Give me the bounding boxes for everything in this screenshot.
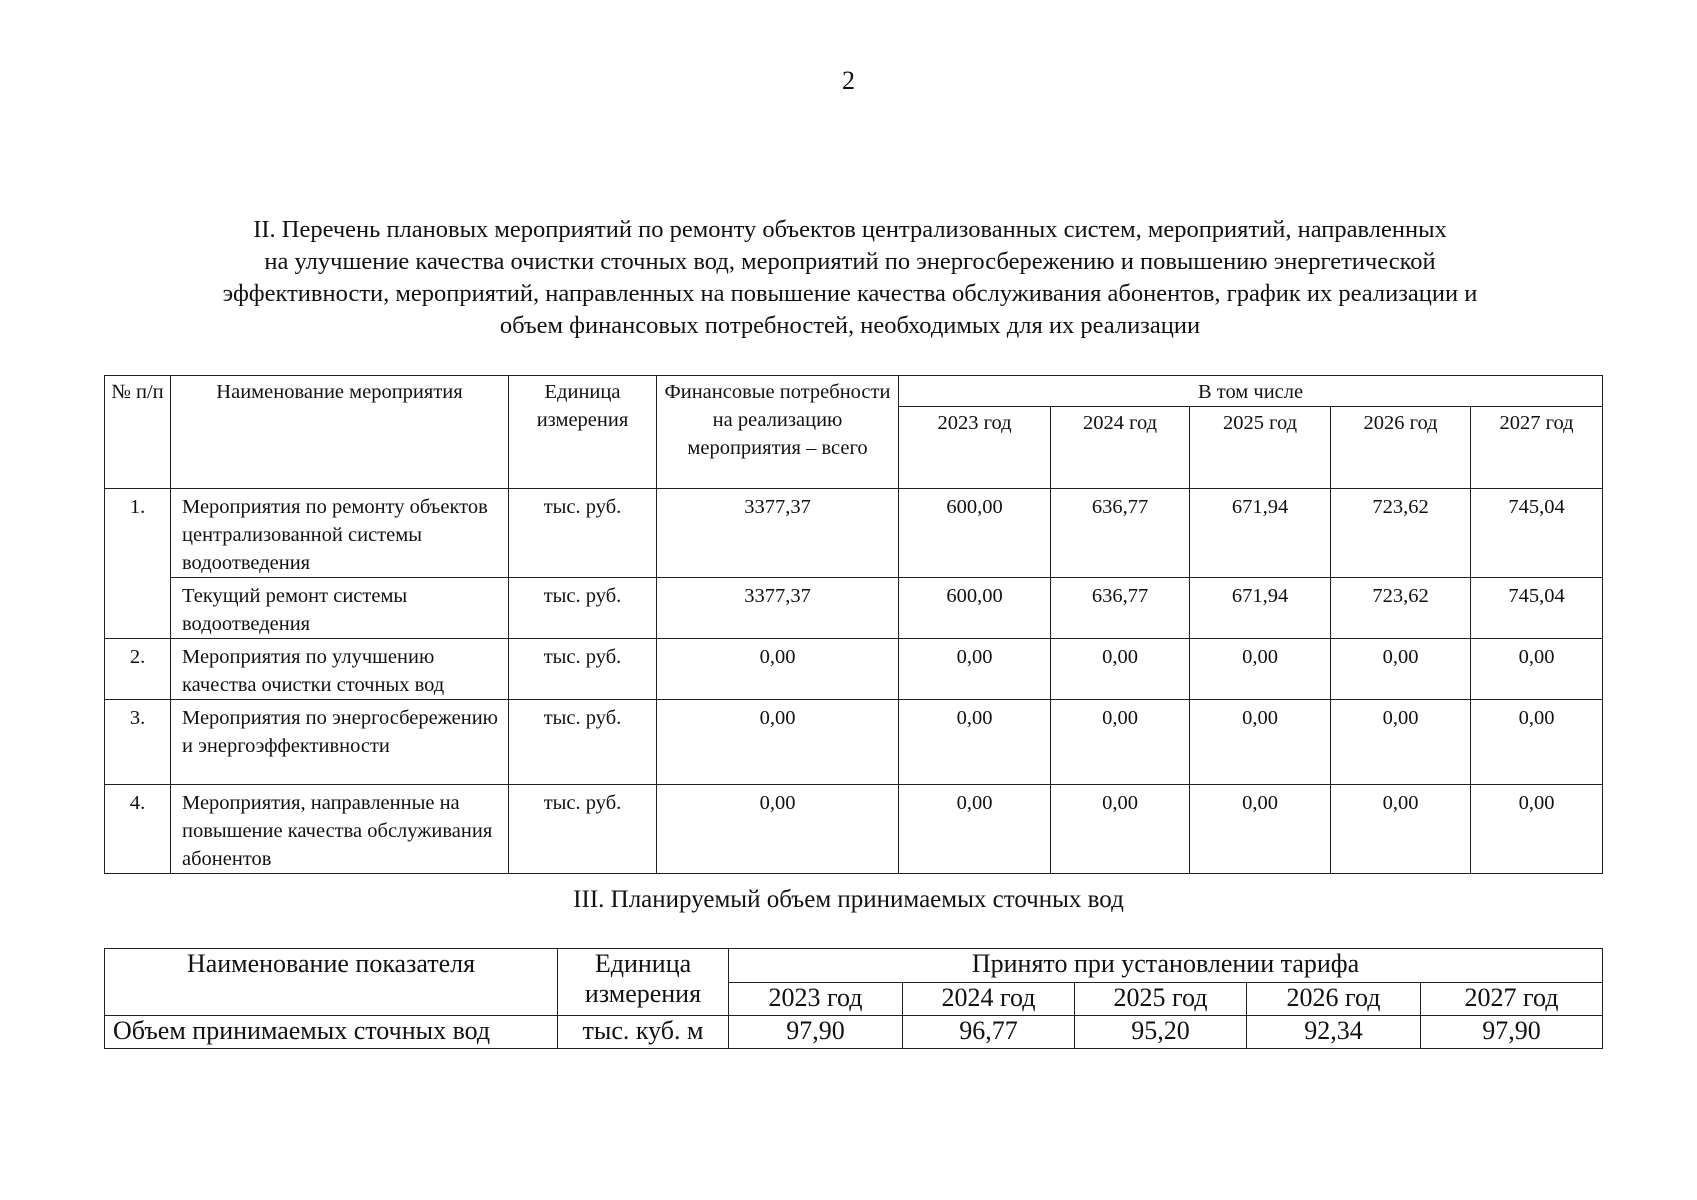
section-3-title: III. Планируемый объем принимаемых сточных вод — [573, 886, 1124, 913]
header-year: 2027 год — [1471, 407, 1603, 489]
header-indicator: Наименование показателя — [105, 949, 558, 1016]
page-number: 2 — [842, 66, 855, 95]
row-value: 671,94 — [1190, 489, 1331, 578]
header-unit: Единица измерения — [558, 949, 729, 1016]
row-value: 96,77 — [903, 1016, 1075, 1049]
row-value: 745,04 — [1471, 489, 1603, 578]
row-value: 0,00 — [1471, 785, 1603, 874]
table-row — [105, 489, 1603, 578]
measures-table — [104, 375, 1603, 874]
row-value: 97,90 — [729, 1016, 903, 1049]
section-2-title-line: II. Перечень плановых мероприятий по ремонту объектов централизованных систем, мероприятий, направленных — [253, 216, 1447, 243]
row-name: Мероприятия по энергосбережению и энергоэффективности — [171, 700, 509, 785]
row-total: 3377,37 — [657, 578, 899, 639]
row-value: 0,00 — [1331, 639, 1471, 700]
table-row — [105, 700, 1603, 785]
row-value: 0,00 — [1190, 700, 1331, 785]
row-value: 0,00 — [899, 639, 1051, 700]
header-row — [105, 376, 1603, 407]
header-name: Наименование мероприятия — [171, 376, 509, 489]
row-num: 3. — [105, 700, 171, 785]
table-row — [105, 1016, 1603, 1049]
header-year: 2025 год — [1190, 407, 1331, 489]
header-total: Финансовые потребности на реализацию мероприятия – всего — [657, 376, 899, 489]
row-unit: тыс. руб. — [509, 700, 657, 785]
row-value: 0,00 — [899, 785, 1051, 874]
section-2-title-line: объем финансовых потребностей, необходимых для их реализации — [499, 312, 1201, 339]
row-value: 97,90 — [1421, 1016, 1603, 1049]
row-name: Мероприятия, направленные на повышение качества обслуживания абонентов — [171, 785, 509, 874]
section-2-title-line: на улучшение качества очистки сточных вод, мероприятий по энергосбережению и повышению энергетической — [264, 248, 1436, 275]
table-row — [105, 785, 1603, 874]
header-row — [105, 949, 1603, 983]
row-unit: тыс. руб. — [509, 785, 657, 874]
header-unit: Единица измерения — [509, 376, 657, 489]
header-accepted: Принято при установлении тарифа — [729, 949, 1603, 983]
row-value: 0,00 — [1471, 700, 1603, 785]
header-year: 2023 год — [729, 983, 903, 1016]
row-unit: тыс. руб. — [509, 639, 657, 700]
row-value: 0,00 — [1051, 785, 1190, 874]
section-2-title — [100, 214, 1600, 342]
row-name: Мероприятия по ремонту объектов централизованной системы водоотведения — [171, 489, 509, 578]
section-2-title-line: эффективности, мероприятий, направленных на повышение качества обслуживания абонентов, график их реализации и — [222, 280, 1478, 307]
row-unit: тыс. руб. — [509, 578, 657, 639]
row-value: 600,00 — [899, 578, 1051, 639]
row-value: 636,77 — [1051, 578, 1190, 639]
wastewater-volume-table — [104, 948, 1603, 1049]
header-year: 2023 год — [899, 407, 1051, 489]
row-value: 0,00 — [1471, 639, 1603, 700]
header-year: 2024 год — [1051, 407, 1190, 489]
header-year: 2026 год — [1331, 407, 1471, 489]
row-name: Текущий ремонт системы водоотведения — [171, 578, 509, 639]
row-name: Объем принимаемых сточных вод — [105, 1016, 558, 1049]
row-value: 671,94 — [1190, 578, 1331, 639]
row-value: 0,00 — [1331, 700, 1471, 785]
row-num: 1. — [105, 489, 171, 639]
row-value: 0,00 — [1051, 639, 1190, 700]
row-unit: тыс. куб. м — [558, 1016, 729, 1049]
row-num: 4. — [105, 785, 171, 874]
row-total: 0,00 — [657, 785, 899, 874]
row-value: 0,00 — [1331, 785, 1471, 874]
row-value: 0,00 — [1190, 785, 1331, 874]
row-value: 0,00 — [1051, 700, 1190, 785]
row-total: 0,00 — [657, 700, 899, 785]
row-value: 745,04 — [1471, 578, 1603, 639]
row-total: 0,00 — [657, 639, 899, 700]
header-num: № п/п — [105, 376, 171, 489]
row-value: 0,00 — [1190, 639, 1331, 700]
header-year: 2026 год — [1247, 983, 1421, 1016]
row-unit: тыс. руб. — [509, 489, 657, 578]
row-value: 92,34 — [1247, 1016, 1421, 1049]
row-value: 0,00 — [899, 700, 1051, 785]
row-name: Мероприятия по улучшению качества очистки сточных вод — [171, 639, 509, 700]
row-value: 95,20 — [1075, 1016, 1247, 1049]
row-value: 636,77 — [1051, 489, 1190, 578]
row-value: 723,62 — [1331, 489, 1471, 578]
header-year: 2025 год — [1075, 983, 1247, 1016]
table-row — [105, 639, 1603, 700]
row-total: 3377,37 — [657, 489, 899, 578]
row-value: 600,00 — [899, 489, 1051, 578]
header-year: 2027 год — [1421, 983, 1603, 1016]
header-year: 2024 год — [903, 983, 1075, 1016]
row-value: 723,62 — [1331, 578, 1471, 639]
table-row — [105, 578, 1603, 639]
row-num: 2. — [105, 639, 171, 700]
header-including: В том числе — [899, 376, 1603, 407]
